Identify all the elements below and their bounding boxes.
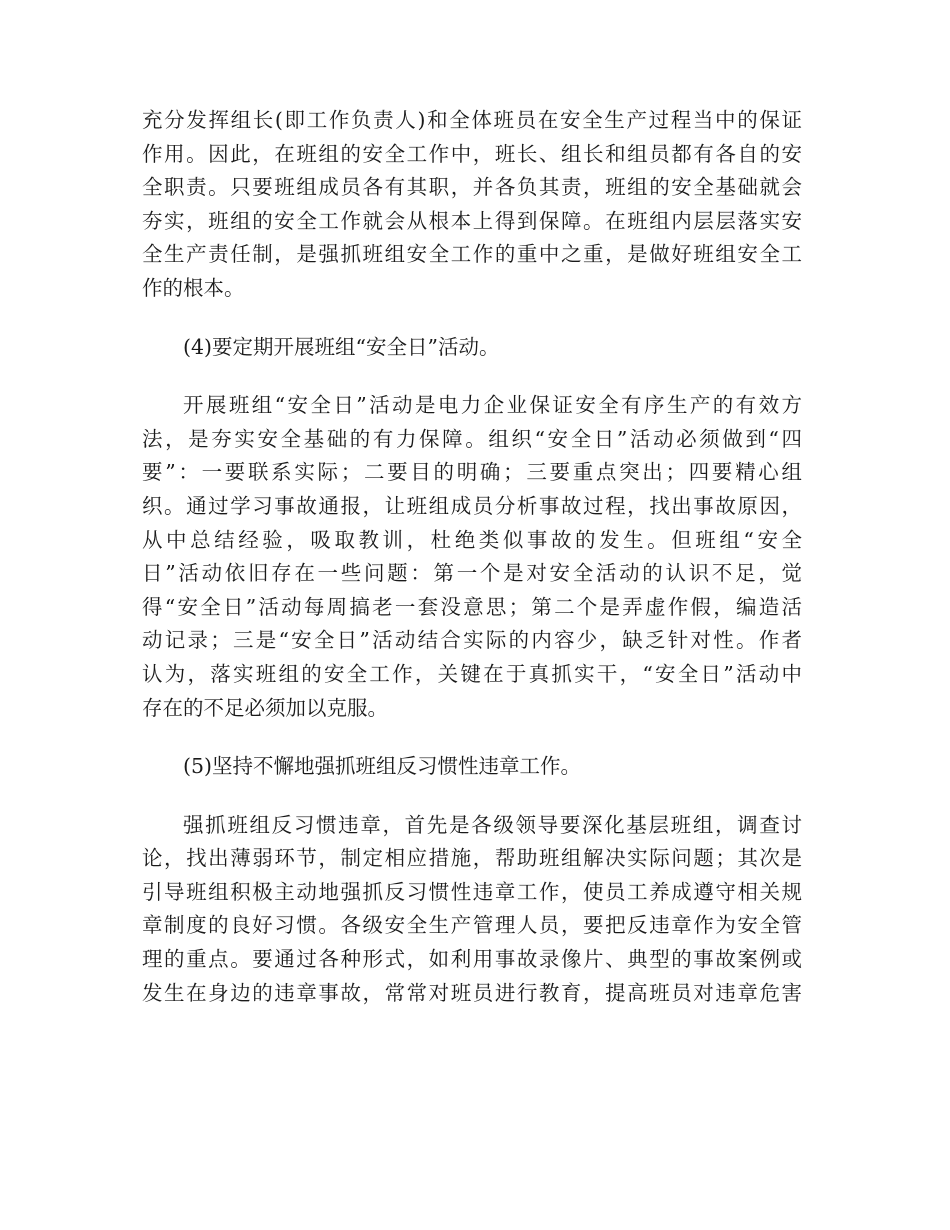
text-line: 得“安全日”活动每周搞老一套没意思；第二个是弄虚作假，编造活	[142, 594, 802, 619]
text-line: 强抓班组反习惯违章，首先是各级领导要深化基层班组，调查讨	[183, 812, 802, 837]
text-line: 日”活动依旧存在一些问题：第一个是对安全活动的认识不足，觉	[142, 561, 802, 586]
paragraph	[142, 331, 802, 365]
text-line: 作的根本。	[142, 275, 245, 300]
text-line: 存在的不足必须加以克服。	[142, 695, 388, 720]
text-line: 认为，落实班组的安全工作，关键在于真抓实干，“安全日”活动中	[142, 661, 802, 686]
paragraph	[142, 389, 802, 725]
text-line: 作用。因此，在班组的安全工作中，班长、组长和组员都有各自的安	[142, 141, 802, 166]
paragraph	[142, 809, 802, 1011]
text-line: 法，是夯实安全基础的有力保障。组织“安全日”活动必须做到“四	[142, 426, 802, 451]
paragraph-gap	[142, 725, 802, 750]
paragraph-gap	[142, 364, 802, 389]
text-line: 织。通过学习事故通报，让班组成员分析事故过程，找出事故原因，	[142, 493, 802, 518]
text-line: 引导班组积极主动地强抓反习惯性违章工作，使员工养成遵守相关规	[142, 879, 802, 904]
text-line: 开展班组“安全日”活动是电力企业保证安全有序生产的有效方	[183, 393, 802, 418]
document-body	[142, 104, 802, 1010]
text-line: 理的重点。要通过各种形式，如利用事故录像片、典型的事故案例或	[142, 947, 802, 972]
paragraph-gap	[142, 784, 802, 809]
text-line: 夯实，班组的安全工作就会从根本上得到保障。在班组内层层落实安	[142, 208, 802, 233]
paragraph	[142, 104, 802, 306]
text-line: 从中总结经验，吸取教训，杜绝类似事故的发生。但班组“安全	[142, 527, 802, 552]
text-line: 章制度的良好习惯。各级安全生产管理人员，要把反违章作为安全管	[142, 913, 802, 938]
text-line: 要”：一要联系实际；二要目的明确；三要重点突出；四要精心组	[142, 460, 802, 485]
paragraph-gap	[142, 306, 802, 331]
paragraph	[142, 750, 802, 784]
text-line: 发生在身边的违章事故，常常对班员进行教育，提高班员对违章危害	[142, 980, 802, 1005]
text-line: (5)坚持不懈地强抓班组反习惯性违章工作。	[183, 754, 582, 779]
text-line: 动记录；三是“安全日”活动结合实际的内容少，缺乏针对性。作者	[142, 628, 802, 653]
text-line: 全职责。只要班组成员各有其职，并各负其责，班组的安全基础就会	[142, 175, 802, 200]
text-line: 充分发挥组长(即工作负责人)和全体班员在安全生产过程当中的保证	[142, 108, 802, 132]
text-line: 论，找出薄弱环节，制定相应措施，帮助班组解决实际问题；其次是	[142, 846, 802, 871]
text-line: (4)要定期开展班组“安全日”活动。	[183, 334, 500, 359]
text-line: 全生产责任制，是强抓班组安全工作的重中之重，是做好班组安全工	[142, 242, 802, 267]
